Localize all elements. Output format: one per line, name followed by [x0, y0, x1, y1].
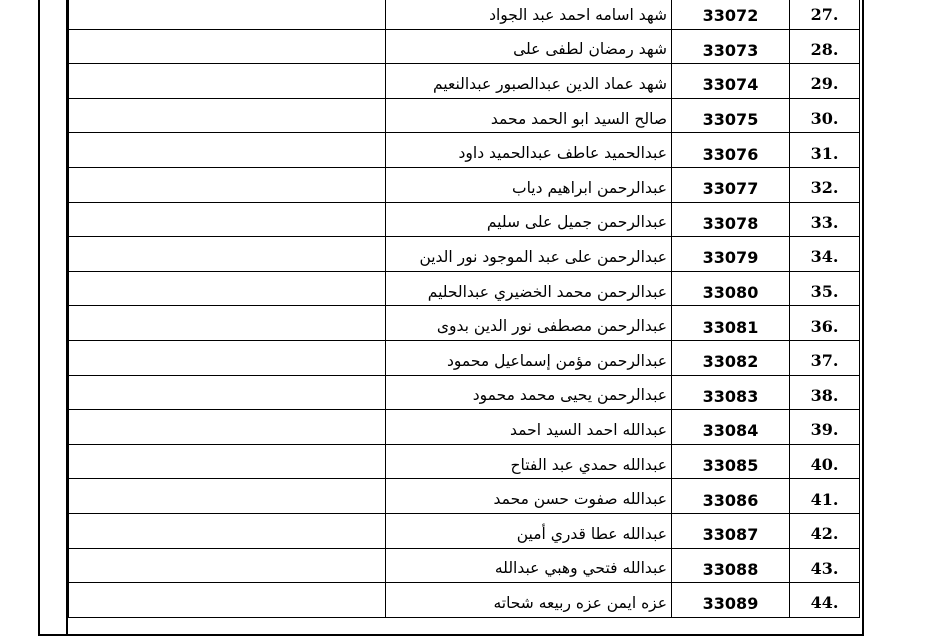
- student-name: شهد رمضان لطفى على: [386, 29, 672, 64]
- row-number-cell: [790, 29, 860, 64]
- row-number-cell: [790, 340, 860, 375]
- student-code: 33079: [672, 237, 790, 272]
- row-number-cell: [790, 410, 860, 445]
- row-number-cell: [790, 64, 860, 99]
- student-name: عبدالرحمن على عبد الموجود نور الدين: [386, 237, 672, 272]
- table-row: [69, 340, 860, 375]
- student-code: 33073: [672, 29, 790, 64]
- row-number: .39: [810, 420, 839, 440]
- row-number: .37: [810, 351, 839, 371]
- row-number-cell: [790, 167, 860, 202]
- table-row: [69, 133, 860, 168]
- student-code: 33076: [672, 133, 790, 168]
- row-number-cell: [790, 479, 860, 514]
- roster-table-body: [69, 0, 860, 617]
- row-number-cell: [790, 513, 860, 548]
- table-row: [69, 29, 860, 64]
- table-row: [69, 479, 860, 514]
- student-code: 33074: [672, 64, 790, 99]
- table-row: [69, 583, 860, 618]
- student-name: عبدالرحمن ابراهيم دياب: [386, 167, 672, 202]
- student-code: 33077: [672, 167, 790, 202]
- table-row: [69, 375, 860, 410]
- student-name: شهد اسامه احمد عبد الجواد: [386, 0, 672, 29]
- student-name: عبدالله حمدي عبد الفتاح: [386, 444, 672, 479]
- row-number-cell: [790, 237, 860, 272]
- student-roster-table: [68, 0, 860, 618]
- blank-cell: [69, 410, 386, 445]
- row-number: .28: [810, 39, 839, 59]
- blank-cell: [69, 98, 386, 133]
- student-name: عبدالله صفوت حسن محمد: [386, 479, 672, 514]
- blank-cell: [69, 202, 386, 237]
- row-number: .36: [810, 316, 839, 336]
- blank-cell: [69, 29, 386, 64]
- blank-cell: [69, 375, 386, 410]
- row-number: .43: [810, 558, 839, 578]
- row-number-cell: [790, 271, 860, 306]
- row-number-cell: [790, 444, 860, 479]
- table-row: [69, 237, 860, 272]
- blank-cell: [69, 583, 386, 618]
- blank-cell: [69, 479, 386, 514]
- blank-cell: [69, 271, 386, 306]
- row-number-cell: [790, 583, 860, 618]
- blank-cell: [69, 513, 386, 548]
- student-code: 33086: [672, 479, 790, 514]
- student-code: 33075: [672, 98, 790, 133]
- student-name: عزه ايمن عزه ربيعه شحاته: [386, 583, 672, 618]
- student-code: 33081: [672, 306, 790, 341]
- row-number-cell: [790, 98, 860, 133]
- table-row: [69, 513, 860, 548]
- blank-cell: [69, 340, 386, 375]
- student-name: عبدالرحمن مؤمن إسماعيل محمود: [386, 340, 672, 375]
- blank-cell: [69, 0, 386, 29]
- student-name: عبدالرحمن يحيى محمد محمود: [386, 375, 672, 410]
- table-row: [69, 271, 860, 306]
- student-name: عبدالرحمن مصطفى نور الدين بدوى: [386, 306, 672, 341]
- row-number-cell: [790, 306, 860, 341]
- blank-cell: [69, 306, 386, 341]
- row-number: .31: [810, 143, 839, 163]
- row-number: .40: [810, 455, 839, 475]
- blank-cell: [69, 133, 386, 168]
- row-number-cell: [790, 548, 860, 583]
- student-code: 33089: [672, 583, 790, 618]
- student-name: صالح السيد ابو الحمد محمد: [386, 98, 672, 133]
- row-number: .34: [810, 247, 839, 267]
- row-number-cell: [790, 0, 860, 29]
- student-code: 33083: [672, 375, 790, 410]
- blank-cell: [69, 64, 386, 99]
- table-row: [69, 64, 860, 99]
- student-code: 33082: [672, 340, 790, 375]
- blank-cell: [69, 167, 386, 202]
- student-name: عبدالله فتحي وهبي عبدالله: [386, 548, 672, 583]
- student-name: شهد عماد الدين عبدالصبور عبدالنعيم: [386, 64, 672, 99]
- student-code: 33084: [672, 410, 790, 445]
- table-row: [69, 548, 860, 583]
- table-row: [69, 202, 860, 237]
- table-row: [69, 410, 860, 445]
- row-number: .29: [810, 74, 839, 94]
- student-name: عبدالرحمن محمد الخضيري عبدالحليم: [386, 271, 672, 306]
- table-row: [69, 306, 860, 341]
- student-code: 33088: [672, 548, 790, 583]
- blank-cell: [69, 444, 386, 479]
- row-number: .38: [810, 385, 839, 405]
- student-code: 33078: [672, 202, 790, 237]
- blank-cell: [69, 548, 386, 583]
- table-row: [69, 444, 860, 479]
- student-code: 33087: [672, 513, 790, 548]
- student-code: 33080: [672, 271, 790, 306]
- row-number: .41: [810, 489, 839, 509]
- row-number-cell: [790, 133, 860, 168]
- row-number: .35: [810, 282, 839, 302]
- table-row: [69, 167, 860, 202]
- student-code: 33085: [672, 444, 790, 479]
- student-name: عبدالرحمن جميل على سليم: [386, 202, 672, 237]
- student-name: عبدالله عطا قدري أمين: [386, 513, 672, 548]
- row-number: .32: [810, 178, 839, 198]
- row-number: .30: [810, 109, 839, 129]
- row-number: .44: [810, 593, 839, 613]
- student-code: 33072: [672, 0, 790, 29]
- table-row: [69, 98, 860, 133]
- row-number: .27: [810, 5, 839, 25]
- student-name: عبدالحميد عاطف عبدالحميد داود: [386, 133, 672, 168]
- student-name: عبدالله احمد السيد احمد: [386, 410, 672, 445]
- row-number-cell: [790, 375, 860, 410]
- table-row: [69, 0, 860, 29]
- row-number: .42: [810, 524, 839, 544]
- row-number-cell: [790, 202, 860, 237]
- blank-cell: [69, 237, 386, 272]
- row-number: .33: [810, 212, 839, 232]
